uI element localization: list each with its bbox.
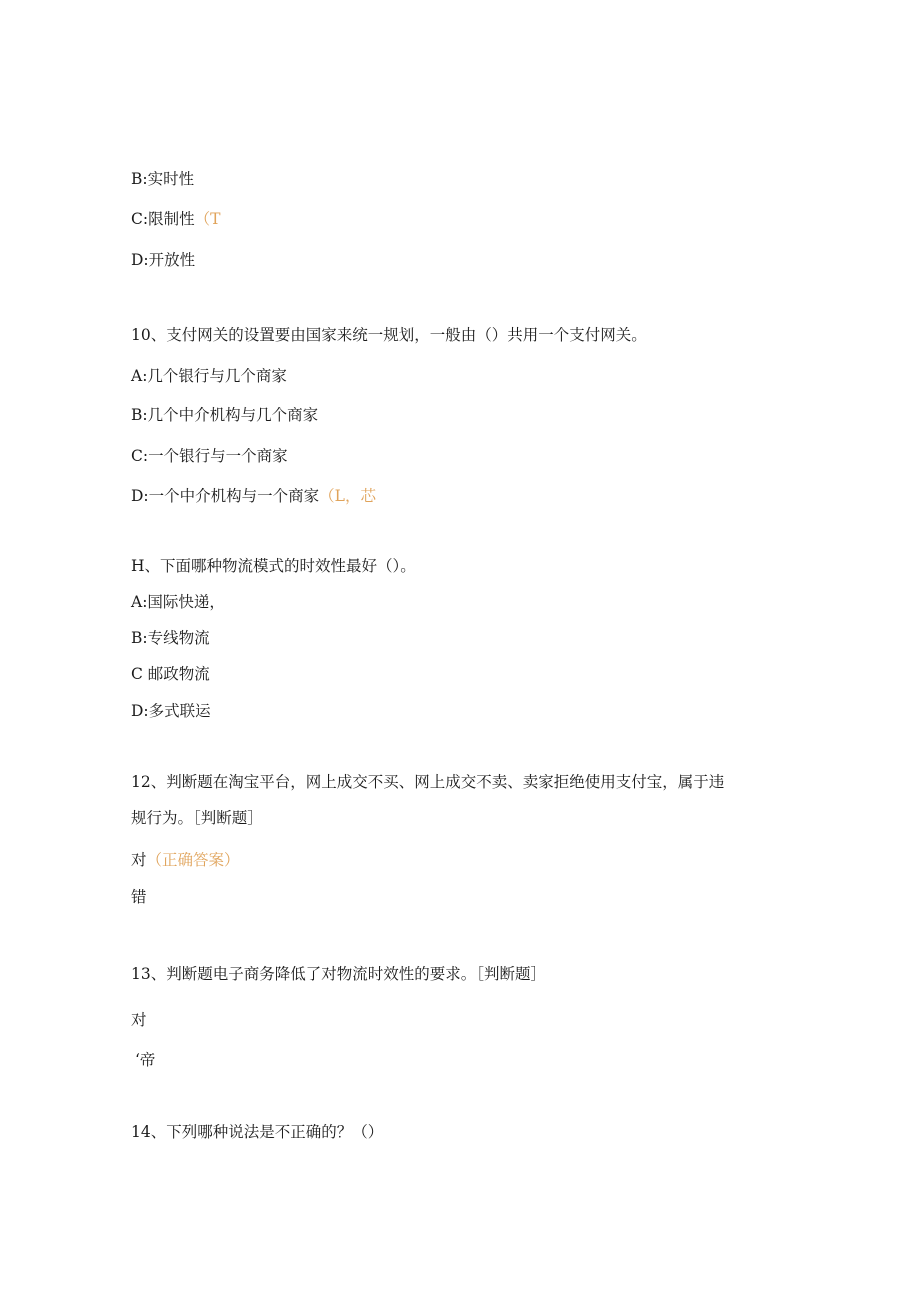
- question-text: 13、判断题电子商务降低了对物流时效性的要求。［判断题］: [131, 965, 546, 983]
- q14-stem: [131, 1122, 383, 1142]
- q11-option-c: [131, 664, 210, 684]
- q12-stem-line2: [131, 808, 263, 828]
- option-text: B:实时性: [131, 170, 195, 188]
- option-text: 对: [131, 851, 147, 869]
- q13-option-false: [135, 1050, 155, 1070]
- q10-option-c: [131, 446, 288, 466]
- option-text: 对: [131, 1011, 147, 1029]
- option-text: D:一个中介机构与一个商家: [131, 487, 320, 505]
- option-text: B:专线物流: [131, 629, 210, 647]
- q11-option-a: [131, 592, 225, 612]
- q13-option-true: [131, 1010, 147, 1030]
- q13-stem: [131, 964, 546, 984]
- q9-option-d: [131, 250, 195, 270]
- q11-stem: [131, 556, 416, 576]
- q12-stem-line1: [131, 772, 724, 792]
- q11-option-b: [131, 628, 210, 648]
- q10-stem: [131, 325, 647, 345]
- question-text: 10、支付网关的设置要由国家来统一规划，一般由（）共用一个支付网关。: [131, 326, 647, 344]
- question-text: 14、下列哪种说法是不正确的？（）: [131, 1123, 384, 1141]
- answer-mark: （L，芯: [319, 487, 376, 505]
- q10-option-d: [131, 486, 376, 506]
- option-text: 错: [131, 888, 147, 906]
- option-text: C:一个银行与一个商家: [131, 447, 288, 465]
- q12-option-false: [131, 887, 147, 907]
- answer-mark: （T: [194, 210, 221, 228]
- question-text: H、下面哪种物流模式的时效性最好（）。: [131, 557, 416, 575]
- q10-option-a: [131, 366, 287, 386]
- q10-option-b: [131, 405, 318, 425]
- q12-option-true: [131, 850, 240, 870]
- option-text: D:开放性: [131, 251, 196, 269]
- option-text: C 邮政物流: [131, 665, 210, 683]
- question-text: 规行为。［判断题］: [131, 809, 263, 827]
- option-text: ‘帝: [135, 1051, 156, 1069]
- option-text: C:限制性: [131, 210, 195, 228]
- question-text: 12、判断题在淘宝平台，网上成交不买、网上成交不卖、卖家拒绝使用支付宝，属于违: [131, 773, 725, 791]
- option-text: A:国际快递，: [131, 593, 225, 611]
- q11-option-d: [131, 701, 211, 721]
- q9-option-b: [131, 169, 194, 189]
- option-text: B:几个中介机构与几个商家: [131, 406, 319, 424]
- answer-mark: （正确答案）: [146, 851, 240, 869]
- option-text: A:几个银行与几个商家: [131, 367, 287, 385]
- q9-option-c: [131, 209, 220, 229]
- option-text: D:多式联运: [131, 702, 211, 720]
